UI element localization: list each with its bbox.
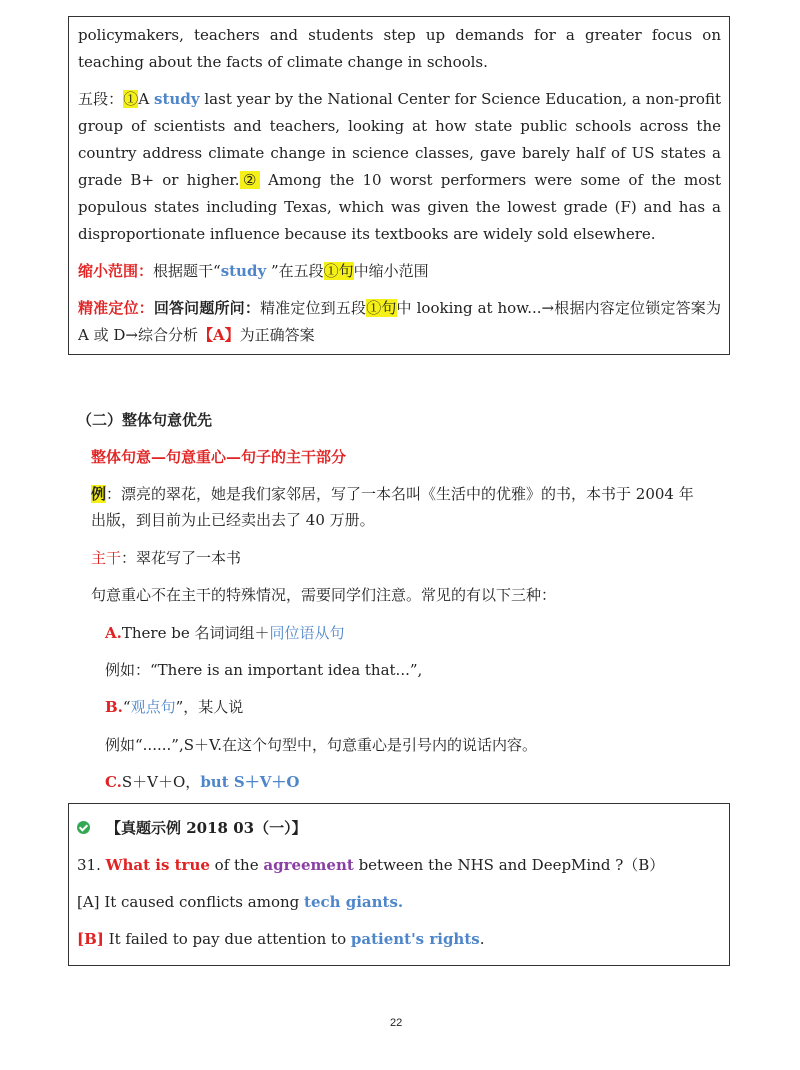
case-a: A.There be 名词词组＋同位语从句 xyxy=(105,624,345,642)
para-label: 五段： xyxy=(78,90,124,108)
narrow-scope-line: 缩小范围：根据题干“study ”在五段①句中缩小范围 xyxy=(78,262,429,280)
check-circle-icon xyxy=(77,821,90,834)
marker-1: ① xyxy=(123,90,139,108)
option-a: [A] It caused conflicts among tech giants. xyxy=(77,893,404,911)
section-subheading: 整体句意—句意重心—句子的主干部分 xyxy=(91,448,347,466)
case-b: B.“观点句”，某人说 xyxy=(105,698,244,716)
example-label: 例 xyxy=(91,485,107,503)
marker-2: ② xyxy=(239,171,260,189)
keyword-study: study xyxy=(154,90,200,108)
section-heading: （二）整体句意优先 xyxy=(77,411,213,429)
page-number: 22 xyxy=(390,1017,403,1029)
intro-paragraph: policymakers, teachers and students step up demands for a greater focus on teaching about the facts of climate change in schools. xyxy=(78,26,721,71)
exam-title-line xyxy=(77,818,721,838)
main-label: 主干 xyxy=(91,549,122,567)
precise-locate-line: 精准定位：回答问题所问：精准定位到五段①句中 looking at how...→根据内容定位锁定答案为 A 或 D→综合分析【A】为正确答案 xyxy=(78,299,721,344)
paragraph-five: 五段：①A study last year by the National Center for Science Education, a non-profit group of scientists and teachers, looking at how state public schools across the country address climate change in science classes, gave barely half of US states a grade B+ or higher.② Among the 10 worst performers were some of the most populous states including Texas, which was given the lowest grade (F) and has a disproportionate influence because its textbooks are widely sold elsewhere. xyxy=(78,90,721,243)
main-clause-line: 主干：翠花写了一本书 xyxy=(91,549,242,567)
narrow-label: 缩小范围： xyxy=(78,262,154,280)
answer-label: 【A】 xyxy=(197,326,240,344)
question-line: 31. What is true of the agreement between the NHS and DeepMind ?（B） xyxy=(77,856,665,874)
exam-example-box xyxy=(68,803,730,966)
case-c: C.S＋V＋O，but S＋V＋O xyxy=(105,773,300,791)
example-line-2: 出版，到目前为止已经卖出去了 40 万册。 xyxy=(91,511,375,529)
option-b: [B] It failed to pay due attention to patient's rights. xyxy=(77,930,485,948)
exam-title: 【真题示例 2018 03（一）】 xyxy=(106,819,307,837)
analysis-box xyxy=(68,16,730,355)
note-line: 句意重心不在主干的特殊情况，需要同学们注意。常见的有以下三种： xyxy=(91,586,557,604)
case-a-example: 例如：“There is an important idea that...”, xyxy=(105,661,423,679)
locate-label: 精准定位： xyxy=(78,299,154,317)
case-b-example: 例如“......”,S＋V.在这个句型中，句意重心是引号内的说话内容。 xyxy=(105,736,537,754)
example-line-1: 例：漂亮的翠花，她是我们家邻居，写了一本名叫《生活中的优雅》的书，本书于 2004 年 xyxy=(91,485,694,503)
